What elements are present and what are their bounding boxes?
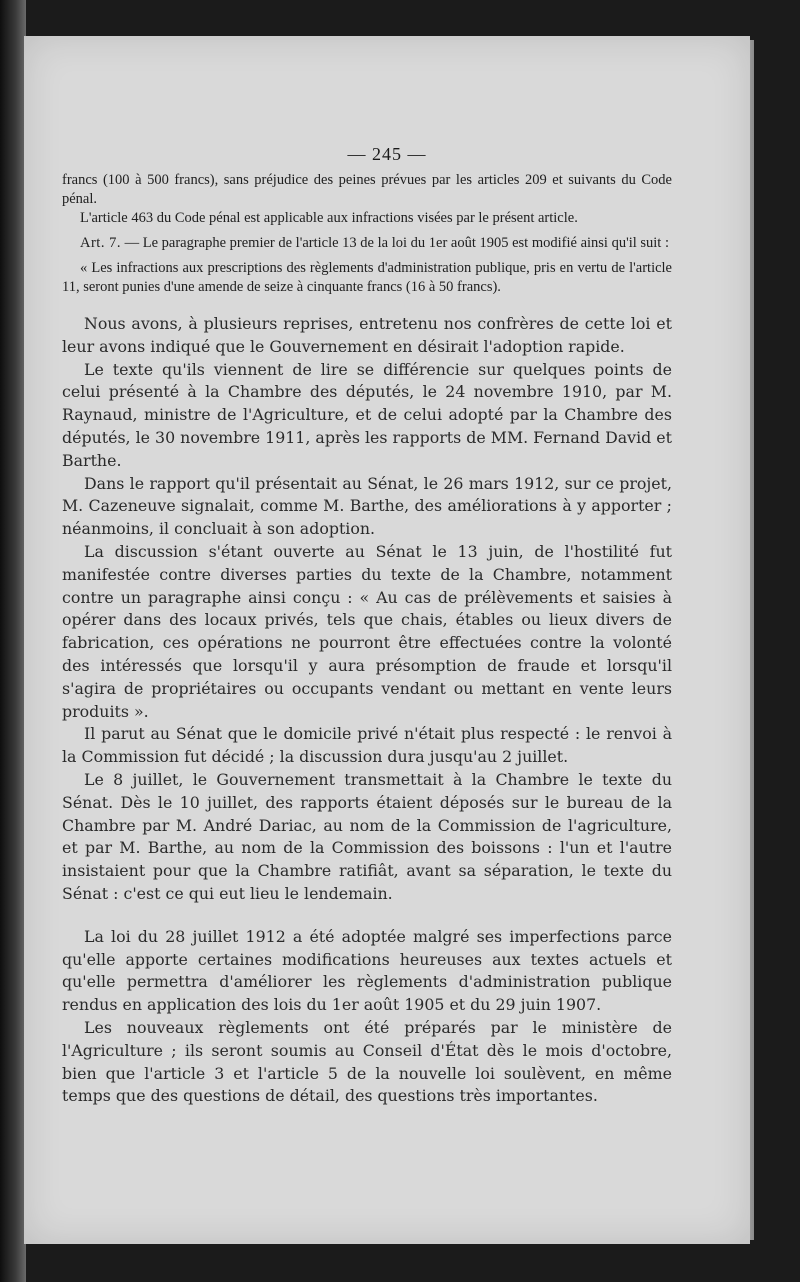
paragraph: L'article 463 du Code pénal est applicable aux infractions visées par le présent article. bbox=[80, 210, 578, 226]
article-label: Art. 7. bbox=[80, 235, 121, 251]
paragraph: Il parut au Sénat que le domicile privé n'était plus respecté : le renvoi à la Commission fut décidé ; la discussion dura jusqu'au 2 juillet. bbox=[62, 724, 672, 767]
paragraph: Le 8 juillet, le Gouvernement transmettait à la Chambre le texte du Sénat. Dès le 10 juillet, des rapports étaient déposés sur le bureau de la Chambre par M. André Dariac, au nom de la Commission de l'agriculture, et par M. Barthe, au nom de la Commission des boissons : l'un et l'autre insistaient pour que la Chambre ratifiât, avant sa séparation, le texte du Sénat : c'est ce qui eut lieu le lendemain. bbox=[62, 769, 672, 903]
article-paragraph bbox=[62, 234, 672, 253]
page-number: — 245 — bbox=[347, 144, 427, 164]
paragraph: Dans le rapport qu'il présentait au Sénat, le 26 mars 1912, sur ce projet, M. Cazeneuve signalait, comme M. Barthe, des améliorations à y apporter ; néanmoins, il concluait à son adoption. bbox=[62, 473, 672, 539]
paragraph: La discussion s'étant ouverte au Sénat le 13 juin, de l'hostilité fut manifestée contre diverses parties du texte de la Chambre, notamment contre un paragraphe ainsi conçu : « Au cas de prélèvements et saisies à opérer dans des locaux privés, tels que chais, étables ou lieux divers de fabrication, ces opérations ne pourront être effectuées contre la volonté des intéressés que lorsqu'il y aura présomption de fraude et lorsqu'il s'agira de propriétaires ou occupants vendant ou mettant en vente leurs produits ». bbox=[62, 541, 672, 721]
paragraph: Le texte qu'ils viennent de lire se différencie sur quelques points de celui présenté à la Chambre des députés, le 24 novembre 1910, par M. Raynaud, ministre de l'Agriculture, et de celui adopté par la Chambre des députés, le 30 novembre 1911, après les rapports de MM. Fernand David et Barthe. bbox=[62, 359, 672, 470]
book-binding-edge bbox=[0, 0, 26, 1282]
page-body bbox=[62, 171, 672, 1108]
paragraph: francs (100 à 500 francs), sans préjudice des peines prévues par les articles 209 et suivants du Code pénal. bbox=[62, 172, 672, 207]
paragraph: La loi du 28 juillet 1912 a été adoptée malgré ses imperfections parce qu'elle apporte certaines modifications heureuses aux textes actuels et qu'elle permettra d'améliorer les règlements d'administration publique rendus en application des lois du 1er août 1905 et du 29 juin 1907. bbox=[62, 926, 672, 1015]
paragraph: Nous avons, à plusieurs reprises, entretenu nos confrères de cette loi et leur avons indiqué que le Gouvernement en désirait l'adoption rapide. bbox=[62, 314, 672, 356]
article-text: — Le paragraphe premier de l'article 13 de la loi du 1er août 1905 est modifié ainsi qu'il suit : bbox=[120, 235, 669, 251]
paragraph: Les nouveaux règlements ont été préparés par le ministère de l'Agriculture ; ils seront soumis au Conseil d'État dès le mois d'octobre, bien que l'article 3 et l'article 5 de la nouvelle loi soulèvent, en même temps que des questions de détail, des questions très importantes. bbox=[62, 1017, 672, 1106]
quoted-paragraph: « Les infractions aux prescriptions des règlements d'administration publique, pris en vertu de l'article 11, seront punies d'une amende de seize à cinquante francs (16 à 50 francs). bbox=[62, 260, 672, 295]
document-page bbox=[24, 36, 750, 1244]
